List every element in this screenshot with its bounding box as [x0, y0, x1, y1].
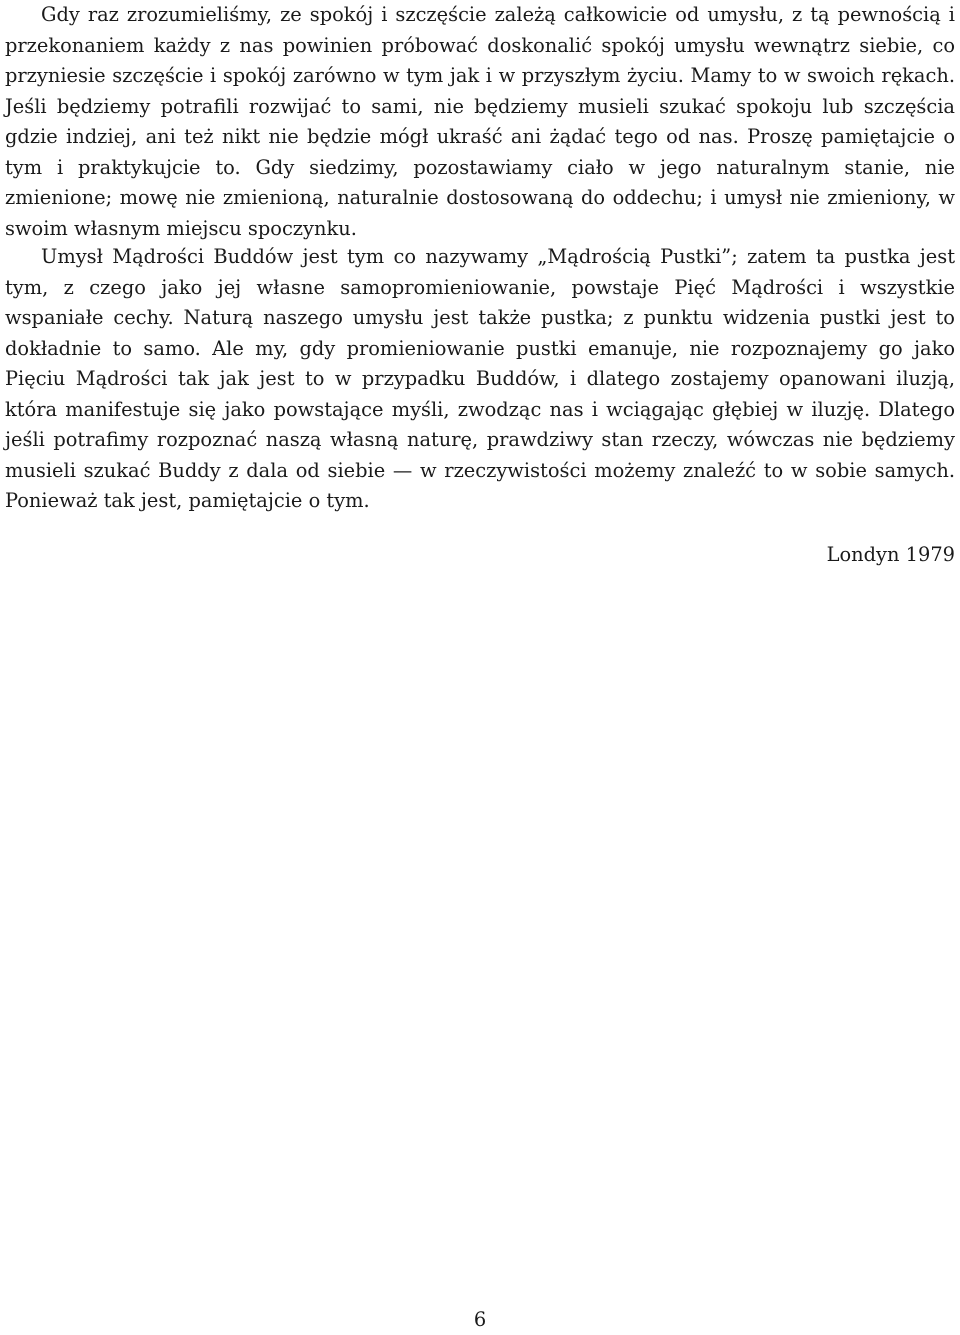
place-date-signoff: Londyn 1979 — [826, 543, 955, 566]
body-paragraph: Gdy raz zrozumieliśmy, ze spokój i szczęście zależą całkowicie od umysłu, z tą pewnością i przekonaniem każdy z nas powinien próbować doskonalić spokój umysłu wewnątrz siebie, co przyniesie szczęście i spokój zarówno w tym jak i w przyszłym życiu. Mamy to w swoich rękach. Jeśli będziemy potrafili rozwijać to sami, nie będziemy musieli szukać spokoju lub szczęścia gdzie indziej, ani też nikt nie będzie mógł ukraść ani żądać tego od nas. Proszę pamiętajcie o tym i praktykujcie to. Gdy siedzimy, pozostawiamy ciało w jego naturalnym stanie, nie zmienione; mowę nie zmienioną, naturalnie dostosowaną do oddechu; i umysł nie zmieniony, w swoim własnym miejscu spoczynku. — [5, 3, 955, 240]
page-number: 6 — [473, 1308, 487, 1331]
body-paragraph: Umysł Mądrości Buddów jest tym co nazywamy „Mądrością Pustki”; zatem ta pustka jest tym, z czego jako jej własne samopromieniowanie, powstaje Pięć Mądrości i wszystkie wspaniałe cechy. Naturą naszego umysłu jest także pustka; z punktu widzenia pustki jest to dokładnie to samo. Ale my, gdy promieniowanie pustki emanuje, nie rozpoznajemy go jako Pięciu Mądrości tak jak jest to w przypadku Buddów, i dlatego zostajemy opanowani iluzją, która manifestuje się jako powstające myśli, zwodząc nas i wciągając głębiej w iluzję. Dlatego jeśli potrafimy rozpoznać naszą własną naturę, prawdziwy stan rzeczy, wówczas nie będziemy musieli szukać Buddy z dala od siebie — w rzeczywistości możemy znaleźć to w sobie samych. Ponieważ tak jest, pamiętajcie o tym. — [5, 245, 955, 512]
